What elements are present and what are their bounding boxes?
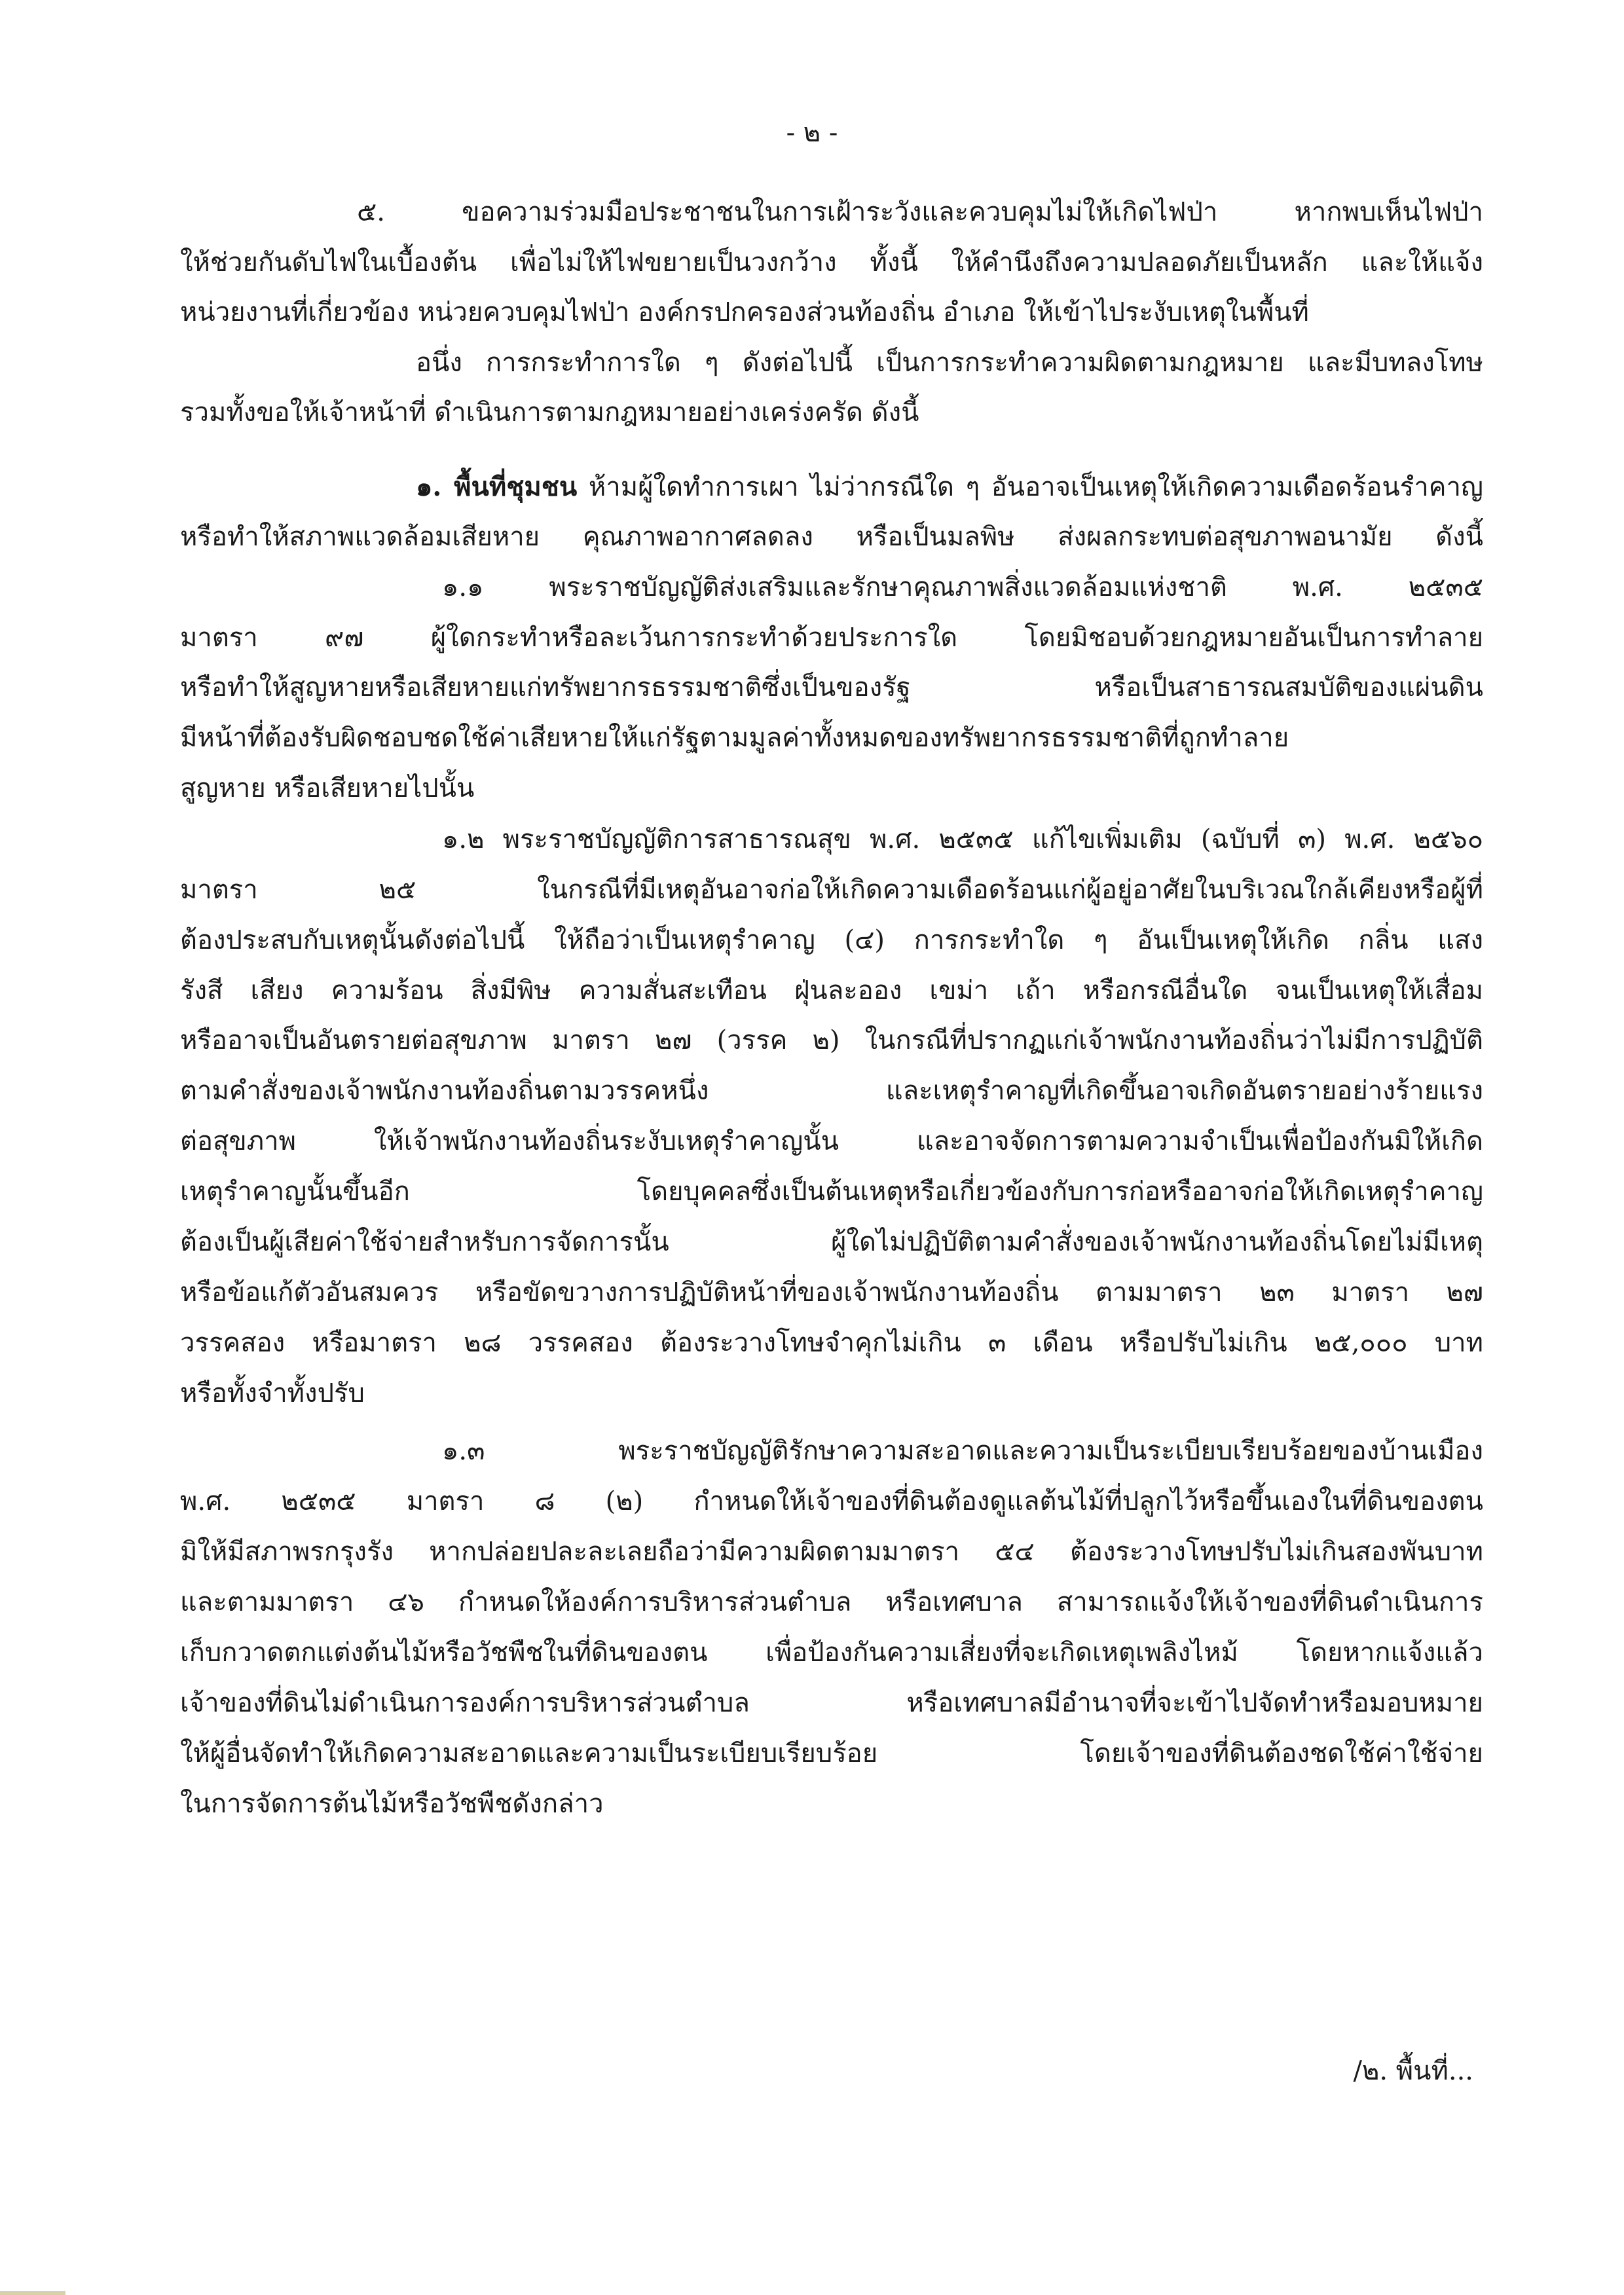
law-1-3-line-7: ให้ผู้อื่นจัดทำให้เกิดความสะอาดและความเป็นระเบียบเรียบร้อย โดยเจ้าของที่ดินต้องชดใช้ค่าใช้จ่าย <box>180 1738 1483 1769</box>
para-5-line-2: ให้ช่วยกันดับไฟในเบื้องต้น เพื่อไม่ให้ไฟขยายเป็นวงกว้าง ทั้งนี้ ให้คำนึงถึงความปลอดภัยเป็นหลัก และให้แจ้ง <box>180 248 1483 278</box>
section-1-text: ห้ามผู้ใดทำการเผา ไม่ว่ากรณีใด ๆ อันอาจเป็นเหตุให้เกิดความเดือดร้อนรำคาญ <box>577 472 1484 502</box>
law-1-2-line-11: วรรคสอง หรือมาตรา ๒๘ วรรคสอง ต้องระวางโทษจำคุกไม่เกิน ๓ เดือน หรือปรับไม่เกิน ๒๕,๐๐๐ บาท <box>180 1328 1483 1358</box>
law-1-2-line-7: ต่อสุขภาพ ให้เจ้าพนักงานท้องถิ่นระงับเหตุรำคาญนั้น และอาจจัดการตามความจำเป็นเพื่อป้องกันมิให้เกิด <box>180 1126 1483 1156</box>
law-1-2-line-9: ต้องเป็นผู้เสียค่าใช้จ่ายสำหรับการจัดการนั้น ผู้ใดไม่ปฏิบัติตามคำสั่งของเจ้าพนักงานท้องถิ่นโดยไม่มีเหตุ <box>180 1227 1483 1257</box>
law-1-3-line-1: ๑.๓ พระราชบัญญัติรักษาความสะอาดและความเป็นระเบียบเรียบร้อยของบ้านเมือง <box>442 1436 1483 1466</box>
continuation-reference: /๒. พื้นที่... <box>1353 2056 1473 2086</box>
law-1-3-line-2: พ.ศ. ๒๕๓๕ มาตรา ๘ (๒) กำหนดให้เจ้าของที่ดินต้องดูแลต้นไม้ที่ปลูกไว้หรือขึ้นเองในที่ดินของตน <box>180 1486 1483 1516</box>
law-1-2-line-3: ต้องประสบกับเหตุนั้นดังต่อไปนี้ ให้ถือว่าเป็นเหตุรำคาญ (๔) การกระทำใด ๆ อันเป็นเหตุให้เกิด กลิ่น แสง <box>180 925 1483 955</box>
section-1-heading: ๑. พื้นที่ชุมชน <box>416 471 578 502</box>
law-1-2-line-12: หรือทั้งจำทั้งปรับ <box>180 1378 365 1408</box>
law-1-2-line-6: ตามคำสั่งของเจ้าพนักงานท้องถิ่นตามวรรคหนึ่ง และเหตุรำคาญที่เกิดขึ้นอาจเกิดอันตรายอย่างร้ายแรง <box>180 1076 1483 1106</box>
para-5-line-3: หน่วยงานที่เกี่ยวข้อง หน่วยควบคุมไฟป่า องค์กรปกครองส่วนท้องถิ่น อำเภอ ให้เข้าไประงับเหตุในพื้นที่ <box>180 297 1309 327</box>
law-1-2-line-8: เหตุรำคาญนั้นขึ้นอีก โดยบุคคลซึ่งเป็นต้นเหตุหรือเกี่ยวข้องกับการก่อหรืออาจก่อให้เกิดเหตุรำคาญ <box>180 1177 1483 1207</box>
law-1-1-line-1: ๑.๑ พระราชบัญญัติส่งเสริมและรักษาคุณภาพสิ่งแวดล้อมแห่งชาติ พ.ศ. ๒๕๓๕ <box>442 572 1483 602</box>
law-1-2-line-5: หรืออาจเป็นอันตรายต่อสุขภาพ มาตรา ๒๗ (วรรค ๒) ในกรณีที่ปรากฏแก่เจ้าพนักงานท้องถิ่นว่าไม่มีการปฏิบัติ <box>180 1025 1483 1056</box>
law-1-2-line-10: หรือข้อแก้ตัวอันสมควร หรือขัดขวางการปฏิบัติหน้าที่ของเจ้าพนักงานท้องถิ่น ตามมาตรา ๒๓ มาตรา ๒๗ <box>180 1277 1483 1308</box>
law-1-3-line-3: มิให้มีสภาพรกรุงรัง หากปล่อยปละละเลยถือว่ามีความผิดตามมาตรา ๕๔ ต้องระวางโทษปรับไม่เกินสองพันบาท <box>180 1537 1483 1567</box>
page-number: - ๒ - <box>786 118 838 148</box>
law-1-2-line-1: ๑.๒ พระราชบัญญัติการสาธารณสุข พ.ศ. ๒๕๓๕ แก้ไขเพิ่มเติม (ฉบับที่ ๓) พ.ศ. ๒๕๖๐ <box>442 824 1483 854</box>
law-1-1-line-3: หรือทำให้สูญหายหรือเสียหายแก่ทรัพยากรธรรมชาติซึ่งเป็นของรัฐ หรือเป็นสาธารณสมบัติของแผ่นดิน <box>180 672 1483 703</box>
law-1-1-line-2: มาตรา ๙๗ ผู้ใดกระทำหรือละเว้นการกระทำด้วยประการใด โดยมิชอบด้วยกฎหมายอันเป็นการทำลาย <box>180 623 1483 653</box>
law-1-3-line-5: เก็บกวาดตกแต่งต้นไม้หรือวัชพืชในที่ดินของตน เพื่อป้องกันความเสี่ยงที่จะเกิดเหตุเพลิงไหม้ โดยหากแจ้งแล้ว <box>180 1638 1483 1668</box>
para-5-line-1: ๕. ขอความร่วมมือประชาชนในการเฝ้าระวังและควบคุมไม่ให้เกิดไฟป่า หากพบเห็นไฟป่า <box>357 197 1483 227</box>
scan-edge-mark <box>0 2291 65 2295</box>
note-line-1: อนึ่ง การกระทำการใด ๆ ดังต่อไปนี้ เป็นการกระทำความผิดตามกฎหมาย และมีบทลงโทษ <box>416 348 1483 378</box>
section-1-line-2: หรือทำให้สภาพแวดล้อมเสียหาย คุณภาพอากาศลดลง หรือเป็นมลพิษ ส่งผลกระทบต่อสุขภาพอนามัย ดังนี้ <box>180 522 1483 552</box>
note-line-2: รวมทั้งขอให้เจ้าหน้าที่ ดำเนินการตามกฎหมายอย่างเคร่งครัด ดังนี้ <box>180 397 919 428</box>
law-1-2-line-2: มาตรา ๒๕ ในกรณีที่มีเหตุอันอาจก่อให้เกิดความเดือดร้อนแก่ผู้อยู่อาศัยในบริเวณใกล้เคียงหรือผู้ที่ <box>180 875 1483 905</box>
law-1-1-line-4: มีหน้าที่ต้องรับผิดชอบชดใช้ค่าเสียหายให้แก่รัฐตามมูลค่าทั้งหมดของทรัพยากรธรรมชาติที่ถูกทำลาย <box>180 723 1289 753</box>
law-1-3-line-6: เจ้าของที่ดินไม่ดำเนินการองค์การบริหารส่วนตำบล หรือเทศบาลมีอำนาจที่จะเข้าไปจัดทำหรือมอบหมาย <box>180 1688 1483 1718</box>
law-1-3-line-8: ในการจัดการต้นไม้หรือวัชพืชดังกล่าว <box>180 1789 604 1819</box>
law-1-1-line-5: สูญหาย หรือเสียหายไปนั้น <box>180 773 475 803</box>
law-1-3-line-4: และตามมาตรา ๔๖ กำหนดให้องค์การบริหารส่วนตำบล หรือเทศบาล สามารถแจ้งให้เจ้าของที่ดินดำเนินการ <box>180 1587 1483 1617</box>
section-1-line-1 <box>416 471 1483 503</box>
law-1-2-line-4: รังสี เสียง ความร้อน สิ่งมีพิษ ความสั่นสะเทือน ฝุ่นละออง เขม่า เถ้า หรือกรณีอื่นใด จนเป็นเหตุให้เสื่อม <box>180 976 1483 1006</box>
